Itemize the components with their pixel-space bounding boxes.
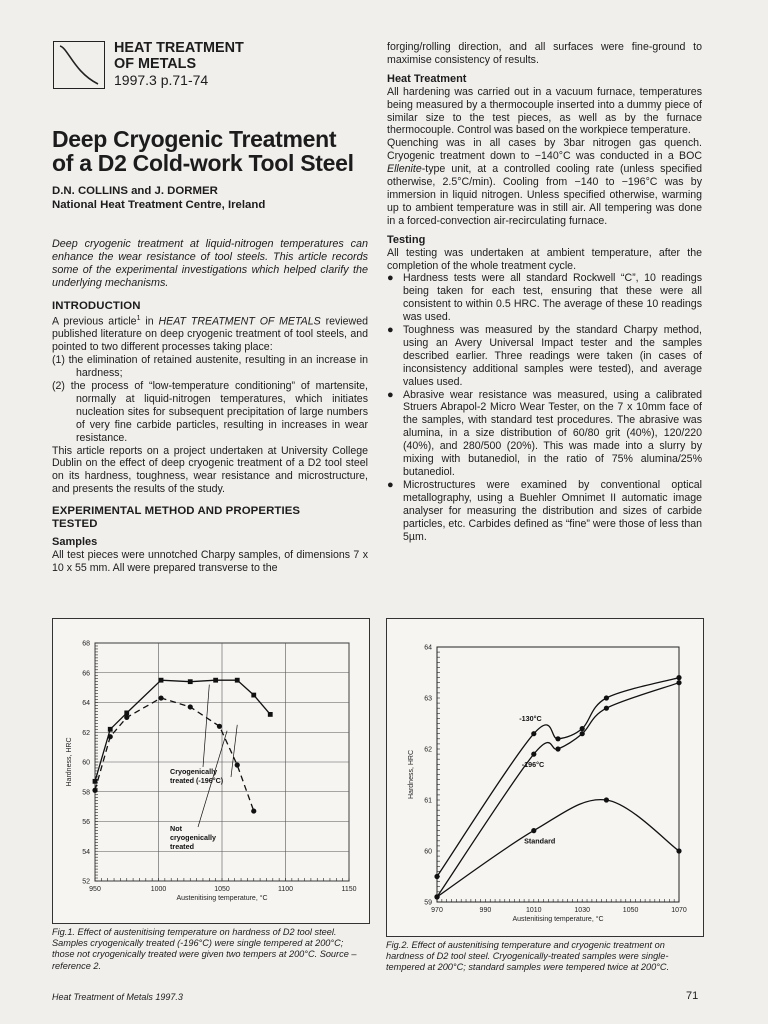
data-point [555,746,560,751]
plot-frame [437,647,679,902]
series-label-cryogenic: treated (-196°C) [170,776,224,785]
y-tick-label: 61 [424,797,432,805]
x-axis-label: Austenitising temperature, °C [512,916,604,923]
data-point [159,678,164,683]
y-tick-label: 62 [424,746,432,754]
data-point [124,711,129,716]
reference-marker: 1 [136,314,141,322]
leader-line [203,685,209,767]
introduction-heading: INTRODUCTION [52,300,141,312]
samples-continued: forging/rolling direction, and all surfaces were fine-ground to maximise consistency of results. [387,41,702,66]
title-line-2: of a D2 Cold-work Tool Steel [52,150,354,176]
samples-paragraph: All test pieces were unnotched Charpy samples, of dimensions 7 x 10 x 55 mm. All were prepared transverse to the [52,548,368,574]
heat-treatment-heading: Heat Treatment [387,72,467,85]
x-tick-label: 1050 [622,907,639,914]
x-tick-label: 950 [89,886,101,893]
series-label-not-cryogenic: treated [170,842,194,851]
data-point [676,675,681,680]
journal-line-2: OF METALS [114,56,197,72]
experimental-heading-2: TESTED [52,518,98,531]
curve-logo-icon [54,42,104,88]
author-block [52,185,265,212]
testing-heading: Testing [387,233,426,246]
y-tick-label: 62 [82,729,90,737]
series-label: -196°C [521,759,545,769]
y-tick-label: 60 [82,759,90,767]
series-label-not-cryogenic: Not [170,824,182,833]
article-title [52,127,372,175]
authors: D.N. COLLINS and J. DORMER [52,185,218,197]
figure-2-caption: Fig.2. Effect of austenitising temperature and cryogenic treatment on hardness of D2 tool steel. Cryogenically-treated samples were single-tempered at 200°C; standard samples were tempered twice at 200°C. [386,940,670,973]
figure-1-caption: Fig.1. Effect of austenitising temperature on hardness of D2 tool steel. Samples cryogenically treated (-196°C) were single tempered at 200°C; those not cryogenically treated were given two tempers at 200°C. Source – reference 2. [52,927,357,971]
data-point [555,736,560,741]
series-line [437,678,679,877]
data-point [580,731,585,736]
x-tick-label: 1050 [214,886,230,893]
data-point [108,734,113,739]
data-point [604,706,609,711]
y-tick-label: 56 [82,819,90,826]
data-point [531,752,536,757]
y-tick-label: 64 [82,700,90,707]
intro-list-item-1: (1) the elimination of retained austenite, resulting in an increase in hardness; [52,354,368,380]
affiliation: National Heat Treatment Centre, Ireland [52,198,266,211]
experimental-heading-1: EXPERIMENTAL METHOD AND PROPERTIES [52,505,301,518]
footer-journal: Heat Treatment of Metals 1997.3 [52,992,183,1002]
data-point [93,779,98,784]
y-tick-label: 63 [424,695,432,703]
figure-1 [52,618,370,924]
data-point [531,731,536,736]
data-point [676,680,681,685]
intro-paragraph-2: This article reports on a project undertaken at University College Dublin on the effect of deep cryogenic treatment of a D2 tool steel on its hardness, toughness, wear resistance and microstructure, and presents the results of the study. [52,444,368,496]
data-point [604,695,609,700]
issue-info: 1997.3 p.71-74 [114,72,209,88]
data-point [251,693,256,698]
data-point [235,762,240,767]
data-point [434,894,439,899]
heat-text-b: -type unit, at a controlled cooling rate (unless specified otherwise, 2.5°C/min). Cooling from −140 to −196°C was by immersion in liquid nitrogen. Unless specified otherwise, warming up to ambient temperature was in still air. All tempering was done in a forced-convection air-recirculating furnace. [387,163,702,227]
figure-1-chart [53,619,369,923]
x-tick-label: 990 [479,907,492,914]
left-column [52,238,368,575]
data-point [158,695,163,700]
figure-2 [386,618,704,937]
samples-heading: Samples [52,535,98,548]
journal-line-1: HEAT TREATMENT [114,40,244,56]
x-tick-label: 1000 [150,886,167,893]
series-line [437,800,679,897]
x-axis-label: Austenitising temperature, °C [176,895,268,902]
y-tick-label: 60 [424,848,432,856]
data-point [188,704,193,709]
intro-text-c: reviewed published literature on deep cryogenic treatment of tool steels, and pointed to two different processes taking place: [52,315,368,354]
data-point [213,678,218,683]
data-point [108,727,113,732]
data-point [268,712,273,717]
series-label: Standard [524,836,556,846]
testing-intro: All testing was undertaken at ambient temperature, after the completion of the whole treatment cycle. [387,246,702,272]
heat-treatment-paragraph-2 [387,137,702,227]
data-point [251,808,256,813]
heat-text-a: Quenching was in all cases by 3bar nitrogen gas quench. Cryogenic treatment down to −140°C was conducted in a BOC [387,137,702,163]
y-tick-label: 68 [82,640,90,648]
data-point [604,797,609,802]
intro-list-item-2: (2) the process of “low-temperature conditioning” of martensite, normally at liquid-nitrogen temperatures, which initiates nucleation sites for subsequent precipitation of large numbers of very fine carbide particles, resulting in increases in wear resistance. [52,379,368,444]
page-number: 71 [686,990,699,1002]
series-line [95,698,254,811]
data-point [92,788,97,793]
testing-bullet-microstructure: ● Microstructures were examined by conventional optical metallography, using a Buehler Omnimet II automatic image analyser for measuring the distribution and sizes of carbide particles, etc. Carbides defined as “fine” were those of less than 5µm. [387,479,702,544]
abstract: Deep cryogenic treatment at liquid-nitrogen temperatures can enhance the wear resistance of tool steels. This article records some of the experimental investigations which helped clarify the underlying mechanisms. [52,238,368,289]
y-tick-label: 66 [82,670,90,678]
y-axis-label: Hardness, HRC [66,737,73,787]
heat-text-ellenite: Ellenite [387,163,422,176]
data-point [188,679,193,684]
y-tick-label: 59 [424,899,432,907]
data-point [676,848,681,853]
intro-text-b: in [140,315,159,328]
y-tick-label: 52 [82,878,90,886]
x-tick-label: 1030 [574,907,590,914]
y-tick-label: 54 [82,848,90,856]
data-point [124,715,129,720]
testing-bullet-toughness: ● Toughness was measured by the standard Charpy method, using an Avery Universal Impact tester and the samples described earlier. Three readings were taken (in cases of inconsistency additional samples were tested), and average values used. [387,324,702,389]
x-tick-label: 1150 [341,886,357,893]
intro-journal-name: HEAT TREATMENT OF METALS [158,315,321,328]
x-tick-label: 970 [431,907,443,914]
title-line-1: Deep Cryogenic Treatment [52,126,337,152]
data-point [580,726,585,731]
x-tick-label: 1100 [277,886,294,893]
intro-text-a: A previous article [52,315,137,328]
heat-treatment-paragraph-1: All hardening was carried out in a vacuum furnace, temperatures being measured by a thermocouple inserted into a dummy piece of similar size to the test pieces, as well as by the furnace thermocouple. Control was based on the workpiece temperature. [387,85,702,137]
series-label-not-cryogenic: cryogenically [170,833,216,842]
figure-2-chart [387,619,703,936]
testing-bullet-wear: ● Abrasive wear resistance was measured, using a calibrated Struers Abrapol-2 Micro Wear Tester, on the 7 x 10mm face of the samples, with standard test procedures. The abrasive was alumina, in a size distribution of 60/80 grit (40%), 120/220 (40%), and 280/500 (20%). This was made into a slurry by mixing with butanediol, in the ratio of 75% alumina/25% butanediol. [387,389,702,479]
data-point [434,874,439,879]
leader-line [231,725,237,777]
y-tick-label: 58 [82,789,90,797]
testing-bullet-hardness: ● Hardness tests were all standard Rockwell “C”, 10 readings being taken for each test, ensuring that these were all consistent to within 0.5 HRC. The average of these 10 readings was used. [387,272,702,324]
data-point [531,828,536,833]
intro-paragraph-1 [52,313,368,354]
series-label: -130°C [519,713,542,723]
data-point [235,678,240,683]
data-point [217,724,222,729]
x-tick-label: 1010 [526,907,542,914]
right-column [387,41,702,543]
y-tick-label: 64 [424,644,432,652]
journal-title [114,40,244,72]
series-label-cryogenic: Cryogenically [170,767,218,776]
x-tick-label: 1070 [671,907,687,914]
journal-logo [53,41,105,89]
series-line [437,683,679,897]
y-axis-label: Hardness, HRC [408,749,415,800]
